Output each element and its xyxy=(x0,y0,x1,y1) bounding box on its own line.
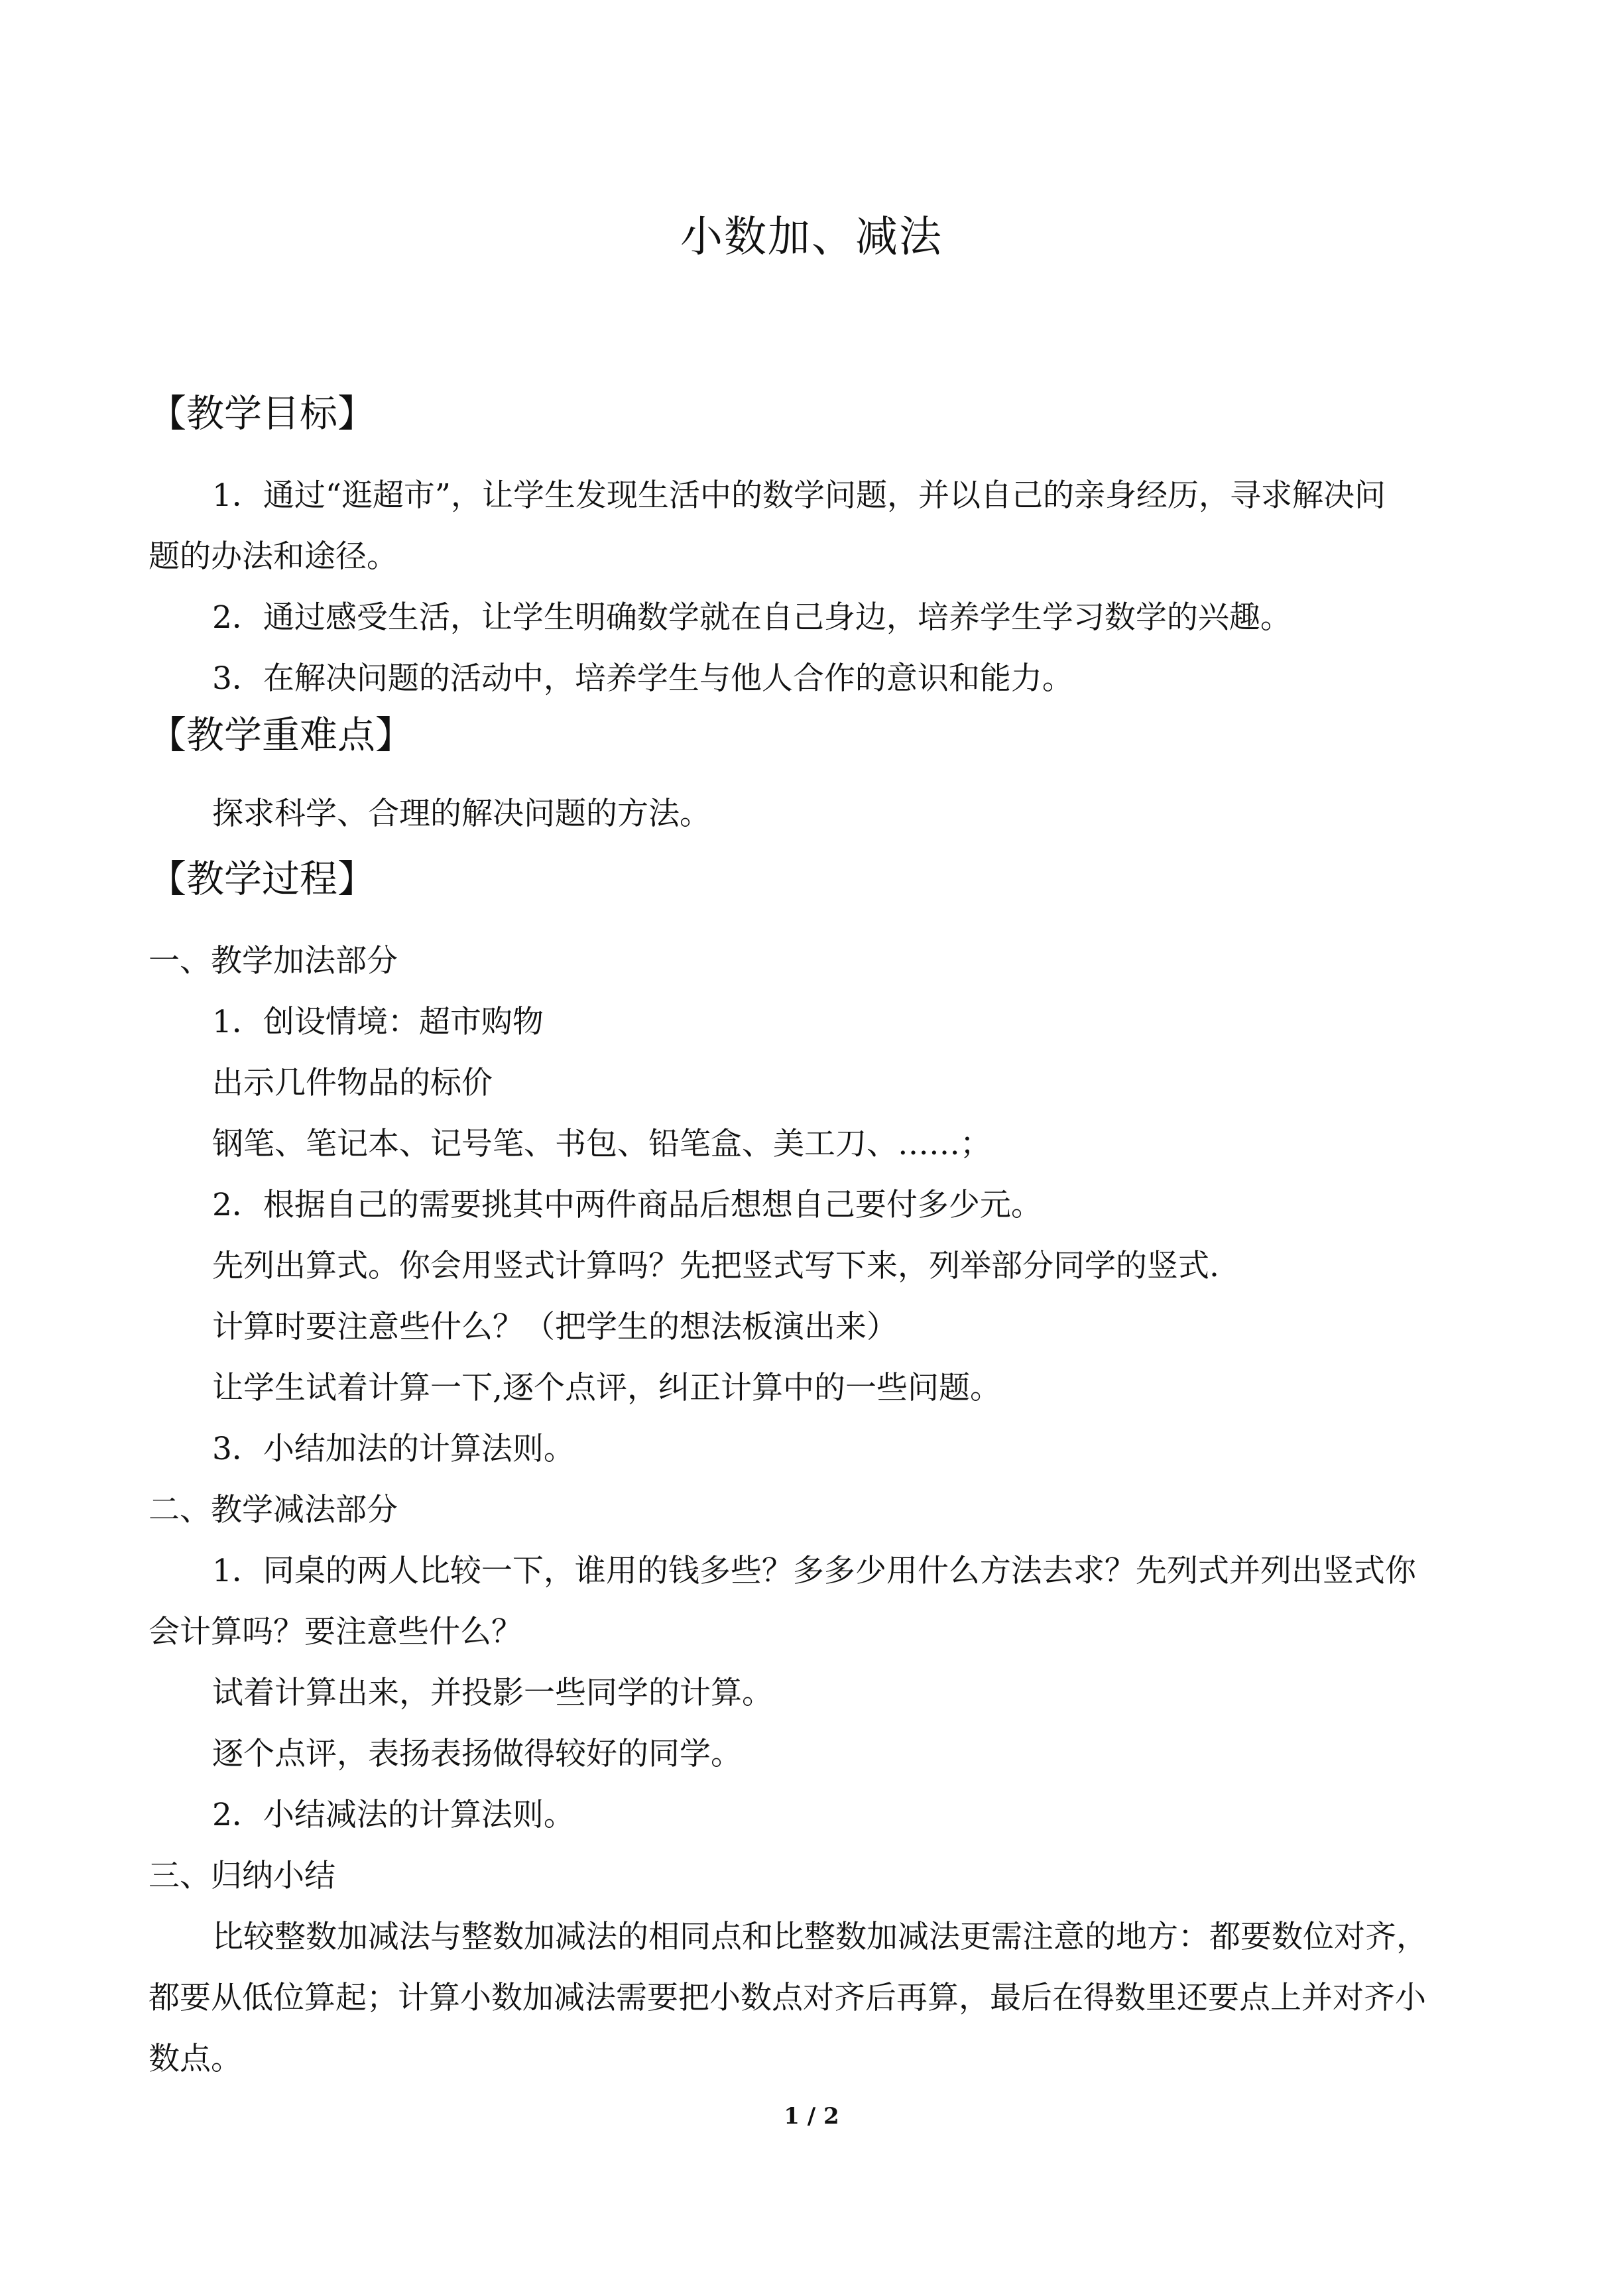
process-line: 2．根据自己的需要挑其中两件商品后想想自己要付多少元。 xyxy=(212,1187,1042,1223)
process-line: 钢笔、笔记本、记号笔、书包、铅笔盒、美工刀、……； xyxy=(212,1126,991,1162)
process-line: 先列出算式。你会用竖式计算吗？先把竖式写下来，列举部分同学的竖式. xyxy=(212,1248,1219,1284)
section-heading-keypoints: 【教学重难点】 xyxy=(149,713,413,757)
goal-item-3: 3．在解决问题的活动中，培养学生与他人合作的意识和能力。 xyxy=(212,660,1073,697)
subsection-heading-summary: 三、归纳小结 xyxy=(149,1858,335,1894)
process-line: 出示几件物品的标价 xyxy=(212,1065,493,1101)
page-title: 小数加、减法 xyxy=(680,213,943,262)
page-number: 1 / 2 xyxy=(784,2103,839,2130)
process-line: 1．同桌的两人比较一下，谁用的钱多些？多多少用什么方法去求？先列式并列出竖式你 xyxy=(212,1553,1416,1589)
goal-item-1-line-1: 1．通过“逛超市”，让学生发现生活中的数学问题，并以自己的亲身经历，寻求解决问 xyxy=(212,477,1386,514)
process-line: 比较整数加减法与整数加减法的相同点和比整数加减法更需注意的地方：都要数位对齐， xyxy=(212,1919,1427,1955)
process-line: 让学生试着计算一下,逐个点评，纠正计算中的一些问题。 xyxy=(212,1370,1001,1406)
section-heading-goals: 【教学目标】 xyxy=(149,392,375,436)
section-heading-process: 【教学过程】 xyxy=(149,857,375,901)
subsection-heading-subtraction: 二、教学减法部分 xyxy=(149,1492,398,1528)
keypoints-text: 探求科学、合理的解决问题的方法。 xyxy=(212,796,711,832)
goal-item-1-line-2: 题的办法和途径。 xyxy=(149,538,398,575)
process-line: 计算时要注意些什么？（把学生的想法板演出来） xyxy=(212,1309,898,1345)
process-line: 都要从低位算起；计算小数加减法需要把小数点对齐后再算，最后在得数里还要点上并对齐小 xyxy=(149,1980,1426,2016)
goal-item-2: 2．通过感受生活，让学生明确数学就在自己身边，培养学生学习数学的兴趣。 xyxy=(212,599,1292,636)
process-line: 试着计算出来，并投影一些同学的计算。 xyxy=(212,1675,773,1711)
process-line: 2．小结减法的计算法则。 xyxy=(212,1797,575,1833)
process-line: 逐个点评，表扬表扬做得较好的同学。 xyxy=(212,1736,742,1772)
process-line: 会计算吗？要注意些什么？ xyxy=(149,1614,522,1650)
process-line: 1．创设情境：超市购物 xyxy=(212,1004,544,1040)
process-line: 3．小结加法的计算法则。 xyxy=(212,1431,575,1467)
process-line: 数点。 xyxy=(149,2041,242,2077)
subsection-heading-addition: 一、教学加法部分 xyxy=(149,943,398,979)
